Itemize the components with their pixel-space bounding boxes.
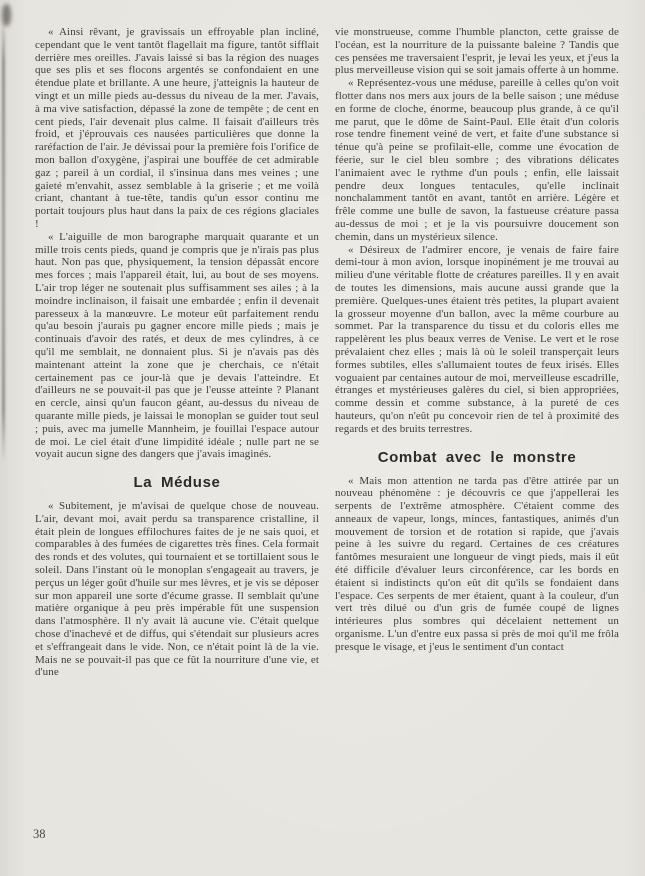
paragraph-ascent: « Ainsi rêvant, je gravissais un effroyable plan incliné, cependant que le vent tantôt flagellait ma figure, tantôt sifflait derrière mes oreilles. J'avais laissé si bas la région des nuages que ses plis et ses flocons argentés se confondaient en une étendue plate et brillante. A une heure, j'atteignis la hauteur de vingt et un mille pieds au-dessus du niveau de la mer. J'avais, à ma vive satisfaction, dépassé la zone de tempête ; de cent en cent pieds, l'air devenait plus calme. Il faisait d'ailleurs très froid, et j'éprouvais ces nausées particulières que donne la raréfaction de l'air. Je dévissai pour la première fois l'orifice de mon ballon d'oxygène, j'aspirai une bouffée de cet admirable gaz ; pareil à un cordial, il s'insinua dans mes veines ; une gaieté m'envahit, assez semblable à la griserie ; et me voilà criant, chantant à tue-tête, tandis qu'un essor continu me portait toujours plus haut dans la paix de ces régions glaciales ! <box>35 26 319 230</box>
paragraph-barograph: « L'aiguille de mon barographe marquait quarante et un mille trois cents pieds, quand je compris que je n'irais pas plus haut. Non pas que, physiquement, la tension dépassât encore mes forces ; mais l'appareil était, lui, au bout de ses moyens. L'air trop léger ne soutenait plus suffisamment ses ailes ; à la moindre inclinaison, il faisait une embardée ; enfin il devenait paresseux à la manœuvre. Le moteur eût parfaitement rendu qu'au besoin j'aurais pu gagner encore mille pieds ; mais je continuais d'avoir des ratés, et deux de mes cylindres, à ce qu'il me semblait, ne donnaient plus. Si je n'avais pas dès maintenant atteint la zone que je cherchais, ce n'était certainement pas ce jour-là que je devais l'atteindre. Et d'ailleurs ne se pouvait-il pas que je l'eusse atteinte ? Planant en cercle, ainsi qu'un faucon géant, au-dessus du niveau de quarante mille pieds, je laissai le monoplan se guider tout seul ; puis, avec ma jumelle Mannheim, je fouillai l'espace autour de moi. Le ciel était d'une limpidité idéale ; nulle part ne se voyait aucun signe des dangers que j'avais imaginés. <box>35 230 319 461</box>
left-column <box>35 26 319 679</box>
paragraph-continuation: vie monstrueuse, comme l'humble plancton, cette graisse de l'océan, est la nourriture de la puissante baleine ? Tandis que ces pensées me traversaient l'esprit, je levai les yeux, et j'eus la plus merveilleuse vision qui se soit jamais offerte à un homme. <box>335 26 619 77</box>
scan-streak-artifact <box>2 18 5 463</box>
page-number: 38 <box>33 827 46 841</box>
paragraph-meduse-intro: « Subitement, je m'avisai de quelque chose de nouveau. L'air, devant moi, avait perdu sa transparence cristalline, il était plein de longues effilochures faites de je ne sais quoi, et comparables à des fumées de cigarettes très fines. Cela formait des ronds et des volutes, qui tournaient et se tortillaient sous le soleil. Dans l'instant où le monoplan s'engageait au travers, je perçus un léger goût d'huile sur mes lèvres, et je vis se déposer sur mon appareil une sorte d'écume grasse. Il semblait qu'une matière organique à peu près impérable fût une suspension dans l'atmosphère. Il n'y avait là aucune vie. C'était quelque chose d'inachevé et de diffus, qui s'étendait sur plusieurs acres et s'effrangeait dans le vide. Non, ce n'était point là de la vie. Mais ne se pouvait-il pas que ce fût la nourriture d'une vie, et d'une <box>35 500 319 679</box>
section-heading-la-meduse: La Méduse <box>133 474 221 492</box>
paragraph-meduse-description: « Représentez-vous une méduse, pareille à celles qu'on voit flotter dans nos mers aux jours de la belle saison ; une méduse en forme de cloche, énorme, beaucoup plus grande, à ce qu'il me parut, que le dôme de Saint-Paul. Elle était d'un coloris rose tendre finement veiné de vert, et faite d'une substance si ténue qu'à peine se profilait-elle, comme une évocation de féerie, sur le ciel bleu sombre ; des vibrations délicates l'animaient avec le rythme d'un pouls ; enfin, elle laissait pendre deux longues tentacules, qu'elle inclinait nonchalamment tantôt en avant, tantôt en arrière. Légère et frêle comme une bulle de savon, la fastueuse créature passa au-dessus de moi ; et je la vis poursuivre doucement son chemin, dans un mystérieux silence. <box>335 77 619 243</box>
text-columns <box>35 26 619 679</box>
right-column <box>335 26 619 679</box>
section-heading-combat: Combat avec le monstre <box>377 448 577 466</box>
paragraph-flotte: « Désireux de l'admirer encore, je venais de faire faire demi-tour à mon avion, lorsque inopinément je me trouvai au milieu d'une véritable flotte de créatures pareilles. Il y en avait de toutes les dimensions, mais aucune aussi grande que la première. Quelques-unes étaient très petites, la plupart avaient la grosseur moyenne d'un ballon, avec la même courbure au sommet. Par la transparence du tissu et du coloris elles me rappelèrent les plus beaux verres de Venise. Le vert et le rose prévalaient chez elles ; mais là où le soleil transperçait leurs formes subtiles, elles s'allumaient toutes de feux irisés. Elles voguaient par centaines autour de moi, merveilleuse escadrille, étranges et mystérieuses galères du ciel, si bien appropriées, comme dessin et comme substance, à la pureté de ces hauteurs, qu'on n'eût pu concevoir rien de tel à proximité des regards et des bruits terrestres. <box>335 243 619 435</box>
paragraph-serpents: « Mais mon attention ne tarda pas d'être attirée par un nouveau phénomène : je découvris ce que j'appellerai les serpents de l'extrême atmosphère. C'étaient comme des anneaux de vapeur, longs, minces, fantastiques, animés d'un mouvement de torsion et de rotation si rapide, que j'avais peine à les suivre du regard. Certaines de ces créatures fantômes mesuraient une longueur de vingt pieds, mais il eût été difficile d'évaluer leurs circonférence, car les bords en étaient si indistincts qu'on eût dit qu'ils se fondaient dans l'espace. Ces serpents de mer étaient, quant à la couleur, d'un vert très dilué ou d'un gris de fumée coupé de lignes intérieures plus sombres qui décelaient nettement un organisme. L'un d'entre eux passa si près de moi qu'il me frôla presque le visage, et j'eus le sentiment d'un contact <box>335 474 619 653</box>
